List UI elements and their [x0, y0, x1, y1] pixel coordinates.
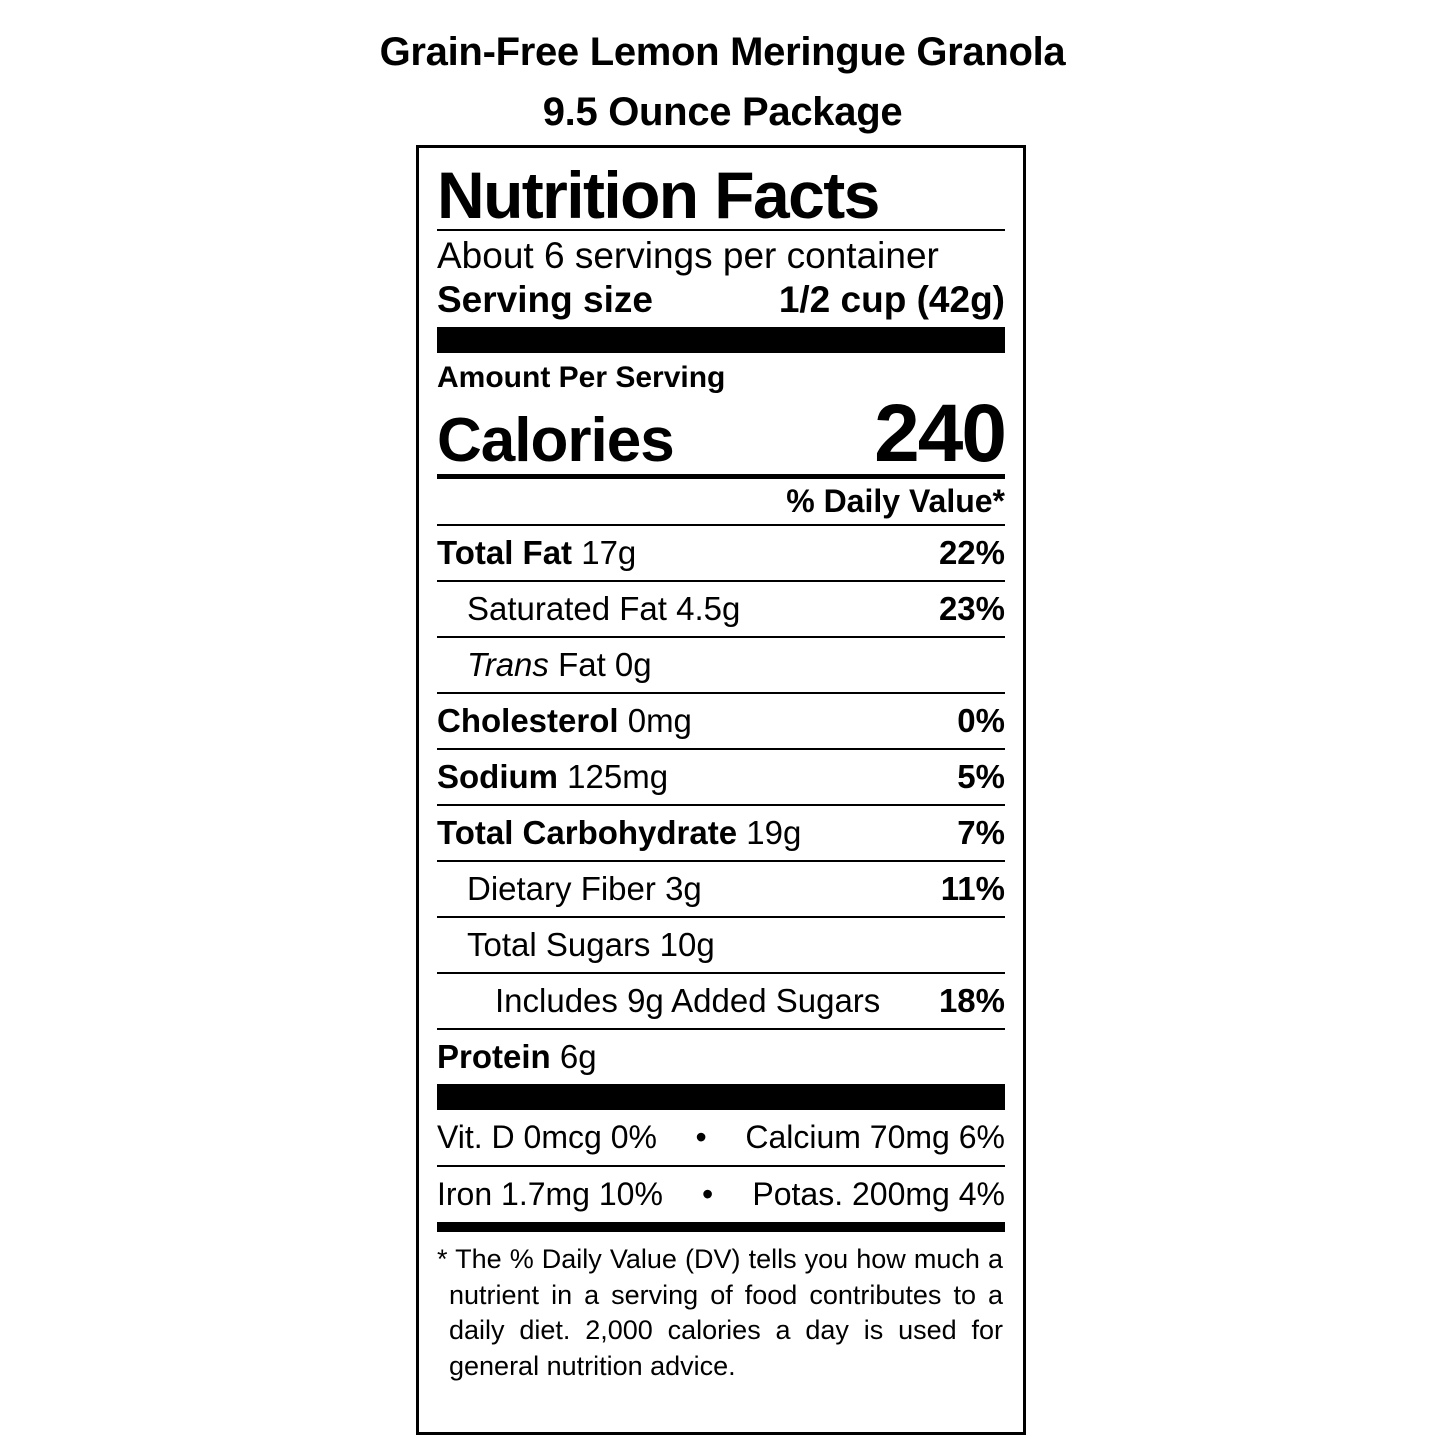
divider-thick-bottom	[437, 1084, 1005, 1110]
nutrient-amount: 6g	[559, 1037, 597, 1075]
bullet-separator-icon: •	[702, 1175, 714, 1212]
table-row	[437, 804, 1005, 860]
nutrient-amount: 125mg	[567, 757, 669, 795]
bullet-separator-icon: •	[695, 1118, 707, 1155]
daily-value-footnote: * The % Daily Value (DV) tells you how much a nutrient in a serving of food contributes to a daily diet. 2,000 calories a day is used for general nutrition advice.	[437, 1243, 1003, 1381]
nutrient-amount: 17g	[581, 533, 637, 571]
nutrient-amount: Fat 0g	[558, 645, 652, 683]
micronutrient-left: Iron 1.7mg 10%	[437, 1175, 663, 1212]
table-row	[437, 748, 1005, 804]
page-title-line-2: 9.5 Ounce Package	[542, 90, 903, 134]
nutrient-dv: 11%	[940, 869, 1005, 907]
table-row	[437, 636, 1005, 692]
servings-per-container: About 6 servings per container	[437, 235, 939, 277]
table-row	[437, 580, 1005, 636]
calories-value: 240	[874, 387, 1005, 479]
nutrient-name: Sodium	[437, 757, 558, 795]
calories-label: Calories	[437, 405, 674, 475]
nutrient-dv: 7%	[957, 813, 1005, 851]
page-title	[0, 0, 1445, 142]
nutrient-amount: 0mg	[627, 701, 692, 739]
serving-size-label: Serving size	[437, 278, 653, 320]
table-row	[437, 972, 1005, 1028]
nutrient-amount: 4.5g	[676, 589, 741, 627]
nutrient-name: Trans	[467, 645, 549, 683]
serving-size-value: 1/2 cup (42g)	[778, 278, 1005, 320]
nutrient-name: Total Fat	[437, 533, 573, 571]
serving-size-row	[437, 277, 1005, 327]
table-row	[437, 860, 1005, 916]
nutrition-facts-panel	[416, 145, 1026, 1435]
nutrient-name: Cholesterol	[437, 701, 619, 739]
table-row	[437, 692, 1005, 748]
nutrient-amount: 3g	[665, 869, 702, 907]
nutrient-dv: 5%	[957, 757, 1005, 795]
amount-per-serving-label: Amount Per Serving	[437, 360, 726, 394]
divider-above-footnote	[437, 1222, 1005, 1232]
calories-row	[437, 387, 1005, 479]
micronutrient-left: Vit. D 0mcg 0%	[437, 1118, 657, 1155]
micronutrient-right: Potas. 200mg 4%	[752, 1175, 1005, 1212]
nutrient-dv: 22%	[938, 533, 1005, 571]
page-title-line-1: Grain-Free Lemon Meringue Granola	[379, 30, 1066, 74]
micronutrient-row	[437, 1110, 1005, 1165]
nutrient-name: Saturated Fat	[467, 589, 667, 627]
divider-thick-top	[437, 327, 1005, 353]
table-row	[437, 1028, 1005, 1084]
nutrient-name: Protein	[437, 1037, 551, 1075]
nutrient-dv: 0%	[957, 701, 1005, 739]
nutrient-name: Total Carbohydrate	[437, 813, 738, 851]
nutrient-amount: 10g	[659, 925, 715, 963]
nutrient-amount: 19g	[746, 813, 802, 851]
nutrient-dv: 18%	[938, 981, 1005, 1019]
table-row	[437, 524, 1005, 580]
nutrient-dv: 23%	[938, 589, 1005, 627]
nutrition-facts-heading: Nutrition Facts	[437, 158, 879, 232]
micronutrient-right: Calcium 70mg 6%	[745, 1118, 1005, 1155]
daily-value-header: % Daily Value*	[786, 482, 1005, 519]
nutrient-name: Total Sugars	[467, 925, 651, 963]
nutrient-name: Includes 9g Added Sugars	[495, 981, 881, 1019]
nutrient-name: Dietary Fiber	[467, 869, 656, 907]
micronutrient-row	[437, 1165, 1005, 1222]
table-row	[437, 916, 1005, 972]
